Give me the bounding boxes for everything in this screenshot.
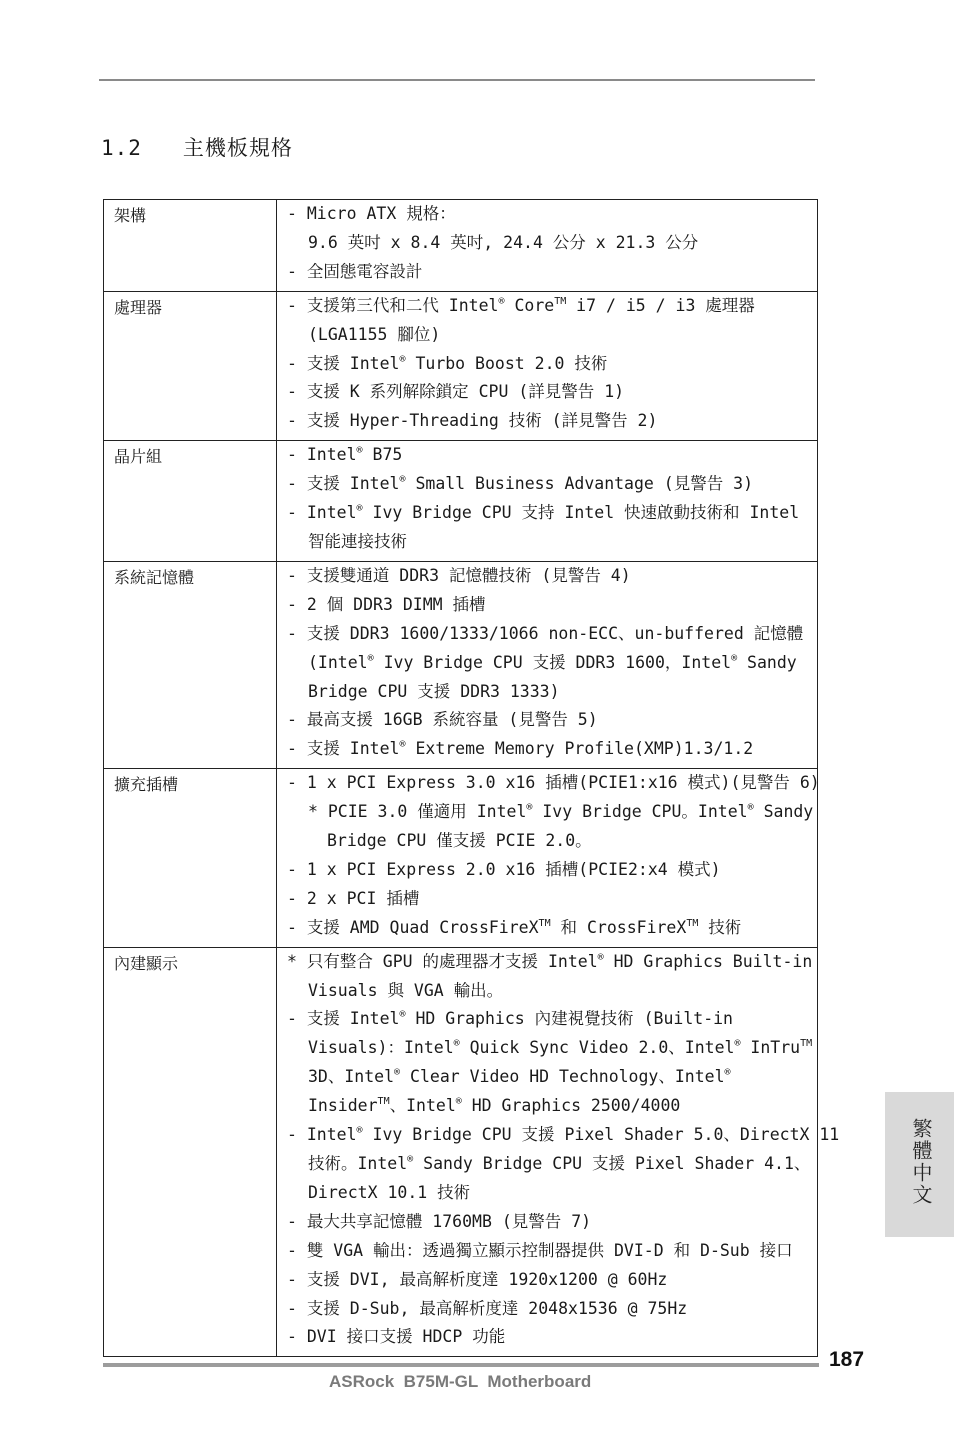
spec-text: (Intel — [308, 652, 368, 672]
registered-mark: ® — [399, 474, 406, 486]
spec-text: - Intel — [287, 445, 357, 465]
spec-text: - Micro ATX 規格： — [287, 204, 456, 223]
spec-line — [287, 914, 817, 943]
trademark-mark: TM — [800, 1038, 813, 1050]
spec-text: Core — [504, 295, 555, 315]
spec-line — [287, 562, 817, 591]
spec-line — [287, 1323, 817, 1352]
registered-mark: ® — [498, 295, 505, 307]
spec-text: - 最高支援 16GB 系統容量 (見警告 5) — [287, 710, 598, 730]
spec-row — [104, 561, 818, 768]
registered-mark: ® — [399, 1009, 406, 1021]
trademark-mark: TM — [686, 917, 699, 929]
spec-text: Visuals 與 VGA 輸出。 — [308, 980, 504, 1000]
spec-text: (LGA1155 腳位) — [308, 324, 441, 344]
spec-text: Ivy Bridge CPU。Intel — [532, 802, 748, 822]
spec-line — [287, 1266, 817, 1295]
registered-mark: ® — [724, 1067, 731, 1079]
spec-text: - 支援第三代和二代 Intel — [287, 295, 499, 315]
spec-text: - 支援 Intel — [287, 353, 400, 373]
registered-mark: ® — [394, 1067, 401, 1079]
spec-line — [287, 856, 817, 885]
spec-line — [287, 948, 817, 977]
spec-text: Extreme Memory Profile(XMP)1.3/1.2 — [405, 739, 754, 759]
spec-label: 架構 — [104, 200, 277, 292]
spec-text: - Intel — [287, 1125, 357, 1145]
language-tab-label: 繁體中文 — [909, 1118, 933, 1206]
spec-text: 和 CrossFireX — [550, 917, 687, 937]
spec-text: Bridge CPU 僅支援 PCIE 2.0。 — [327, 831, 592, 851]
registered-mark: ® — [734, 1038, 741, 1050]
spec-text: - Intel — [287, 503, 357, 523]
spec-line — [287, 591, 817, 620]
spec-text: - 支援 Intel — [287, 1009, 400, 1029]
spec-line — [287, 1237, 817, 1266]
spec-line — [287, 798, 817, 827]
registered-mark: ® — [356, 1125, 363, 1137]
spec-text: HD Graphics 內建視覺技術 (Built-in — [405, 1009, 733, 1029]
spec-line — [287, 1179, 817, 1208]
spec-text: 技術。Intel — [308, 1154, 408, 1173]
spec-text: B75 — [362, 445, 403, 465]
spec-line — [287, 292, 817, 321]
spec-label: 擴充插槽 — [104, 769, 277, 947]
section-heading — [101, 132, 293, 162]
spec-line — [287, 769, 820, 798]
spec-text: Quick Sync Video 2.0、Intel — [459, 1038, 735, 1058]
spec-line — [287, 229, 817, 258]
registered-mark: ® — [399, 353, 406, 365]
spec-text: - 支援 Intel — [287, 739, 400, 759]
spec-text: 、Intel — [389, 1096, 456, 1116]
registered-mark: ® — [367, 652, 374, 664]
section-title: 主機板規格 — [182, 136, 293, 160]
registered-mark: ® — [399, 739, 406, 751]
spec-text: i7 / i5 / i3 處理器 — [566, 295, 755, 315]
spec-line — [287, 407, 817, 436]
spec-text: - DVI 接口支援 HDCP 功能 — [287, 1327, 506, 1347]
spec-text: - 全固態電容設計 — [287, 261, 423, 281]
spec-row — [104, 769, 818, 947]
bottom-rule — [103, 1363, 819, 1367]
spec-text: Bridge CPU 支援 DDR3 1333) — [308, 681, 560, 701]
spec-text: - 支援 DDR3 1600/1333/1066 non-ECC、un-buffered 記憶體 — [287, 623, 804, 643]
spec-text: Insider — [308, 1096, 378, 1116]
registered-mark: ® — [455, 1096, 462, 1108]
spec-text: * 只有整合 GPU 的處理器才支援 Intel — [287, 951, 598, 971]
spec-text: - 1 x PCI Express 2.0 x16 插槽(PCIE2:x4 模式) — [287, 859, 721, 879]
spec-detail — [277, 769, 818, 947]
spec-text: Sandy — [737, 652, 797, 672]
spec-text: - 支援 K 系列解除鎖定 CPU (詳見警告 1) — [287, 382, 625, 402]
spec-row — [104, 441, 818, 562]
registered-mark: ® — [356, 445, 363, 457]
spec-line — [287, 321, 817, 350]
spec-line — [287, 1092, 817, 1121]
spec-line — [287, 827, 817, 856]
spec-label: 系統記憶體 — [104, 561, 277, 768]
spec-line — [287, 528, 817, 557]
spec-text: DirectX 10.1 技術 — [308, 1182, 471, 1202]
spec-text: Ivy Bridge CPU 支持 Intel 快速啟動技術和 Intel — [362, 503, 800, 523]
spec-line — [287, 885, 817, 914]
page-number: 187 — [829, 1348, 865, 1371]
spec-detail — [277, 947, 840, 1357]
spec-text: - 雙 VGA 輸出：透過獨立顯示控制器提供 DVI-D 和 D-Sub 接口 — [287, 1240, 793, 1260]
registered-mark: ® — [407, 1154, 414, 1165]
spec-text: Visuals)：Intel — [308, 1038, 454, 1058]
spec-line — [287, 1121, 840, 1150]
spec-text: - 1 x PCI Express 3.0 x16 插槽(PCIE1:x16 模式)(見警告 6) — [287, 773, 820, 793]
spec-table — [103, 199, 840, 1357]
spec-text: HD Graphics Built-in — [603, 951, 813, 971]
language-tab — [885, 1092, 954, 1237]
registered-mark: ® — [747, 802, 754, 814]
spec-text: Ivy Bridge CPU 支援 DDR3 1600，Intel — [373, 652, 732, 672]
spec-line — [287, 1295, 817, 1324]
registered-mark: ® — [731, 652, 738, 664]
spec-text: Turbo Boost 2.0 技術 — [405, 353, 608, 373]
spec-text: - 支援 Hyper-Threading 技術 (詳見警告 2) — [287, 411, 658, 431]
spec-line — [287, 706, 817, 735]
spec-text: 智能連接技術 — [308, 531, 407, 551]
spec-text: Sandy Bridge CPU 支援 Pixel Shader 4.1、 — [413, 1154, 811, 1173]
spec-label: 處理器 — [104, 291, 277, 441]
spec-text: InTru — [740, 1038, 801, 1058]
section-number: 1.2 — [101, 136, 142, 160]
spec-text: - 2 個 DDR3 DIMM 插槽 — [287, 594, 486, 614]
spec-row — [104, 200, 818, 292]
trademark-mark: TM — [554, 295, 567, 307]
spec-text: - 支援 Intel — [287, 474, 400, 494]
top-rule — [99, 79, 815, 81]
spec-text: - 支援 D-Sub, 最高解析度達 2048x1536 @ 75Hz — [287, 1298, 688, 1318]
spec-line — [287, 620, 817, 649]
spec-detail — [277, 291, 818, 441]
spec-label: 內建顯示 — [104, 947, 277, 1357]
spec-text: Sandy — [753, 802, 814, 822]
spec-text: - 最大共享記憶體 1760MB (見警告 7) — [287, 1211, 592, 1231]
footer-brand: ASRock B75M-GL Motherboard — [329, 1372, 592, 1391]
spec-line — [287, 977, 817, 1006]
spec-text: HD Graphics 2500/4000 — [461, 1096, 681, 1116]
spec-line — [287, 1208, 817, 1237]
spec-line — [287, 735, 817, 764]
spec-line — [287, 350, 817, 379]
spec-detail — [277, 441, 818, 562]
spec-label: 晶片組 — [104, 441, 277, 562]
spec-text: Clear Video HD Technology、Intel — [400, 1067, 725, 1087]
registered-mark: ® — [453, 1038, 460, 1050]
spec-text: - 支援 AMD Quad CrossFireX — [287, 917, 539, 937]
trademark-mark: TM — [377, 1096, 390, 1108]
spec-line — [287, 1063, 817, 1092]
spec-text: - 支援 DVI, 最高解析度達 1920x1200 @ 60Hz — [287, 1269, 668, 1289]
spec-text: 技術 — [698, 917, 742, 937]
spec-line — [287, 200, 817, 229]
spec-line — [287, 649, 817, 678]
registered-mark: ® — [526, 802, 533, 814]
spec-detail — [277, 561, 818, 768]
spec-line — [287, 470, 817, 499]
spec-row — [104, 947, 818, 1357]
spec-line — [287, 1150, 817, 1179]
spec-text: * PCIE 3.0 僅適用 Intel — [308, 802, 527, 822]
spec-line — [287, 378, 817, 407]
registered-mark: ® — [597, 951, 604, 963]
spec-detail — [277, 200, 818, 292]
spec-line — [287, 678, 817, 707]
spec-line — [287, 499, 817, 528]
spec-text: 9.6 英吋 x 8.4 英吋, 24.4 公分 x 21.3 公分 — [308, 232, 699, 252]
spec-line — [287, 258, 817, 287]
spec-text: 3D、Intel — [308, 1067, 395, 1087]
spec-row — [104, 291, 818, 441]
spec-text: Ivy Bridge CPU 支援 Pixel Shader 5.0、DirectX 11 — [362, 1125, 840, 1145]
trademark-mark: TM — [538, 917, 551, 929]
spec-text: Small Business Advantage (見警告 3) — [405, 474, 754, 494]
spec-line — [287, 1034, 817, 1063]
registered-mark: ® — [356, 503, 363, 515]
spec-line — [287, 441, 817, 470]
spec-text: - 支援雙通道 DDR3 記憶體技術 (見警告 4) — [287, 565, 631, 585]
spec-line — [287, 1005, 817, 1034]
spec-text: - 2 x PCI 插槽 — [287, 888, 420, 908]
